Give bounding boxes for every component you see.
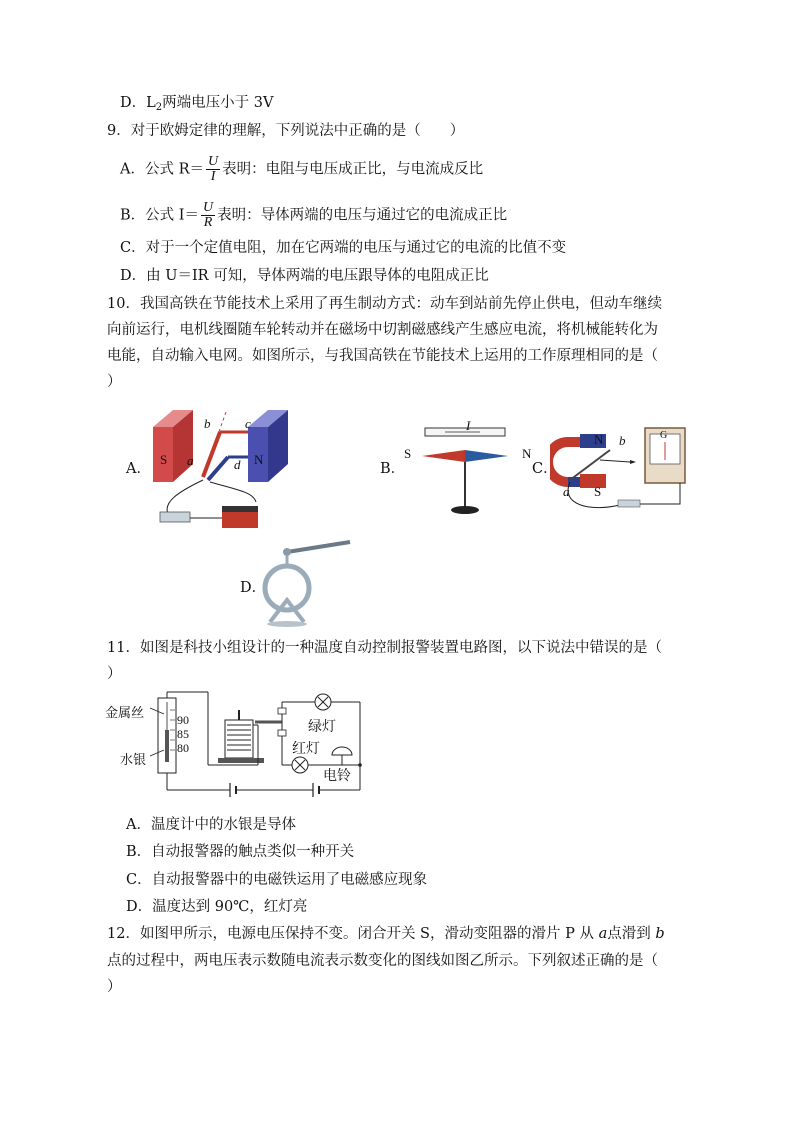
q8-option-d: D．$L_2$两端电压小于 3V	[120, 95, 274, 113]
q11-option-b: B．自动报警器的触点类似一种开关	[126, 844, 355, 860]
q10-option-d-label: D．	[240, 580, 267, 596]
figure-a-label-a: a	[187, 453, 194, 468]
figure-c-label-s: S	[594, 484, 602, 499]
q10-line-1: 10．我国高铁在节能技术上采用了再生制动方式：动车到站前先停止供电，但动车继续	[107, 296, 662, 312]
q10-line-4: ）	[107, 374, 122, 390]
figure-a-generator	[148, 402, 298, 537]
fraction-u-over-r: $\frac{U}{R}$	[203, 200, 214, 230]
figure-a-label-s: S	[160, 452, 168, 467]
figure-c-label-a: a	[563, 484, 570, 499]
figure-b-label-s: S	[404, 446, 412, 461]
label-metal-wire: 金属丝	[105, 705, 145, 720]
figure-d-coil	[262, 540, 357, 630]
figure-c-label-n: N	[594, 432, 604, 447]
q12-line-1: 12．如图甲所示，电源电压保持不变。闭合开关 S，滑动变阻器的滑片 P 从 a点滑到 b	[107, 926, 665, 942]
label-temp-85: 85	[177, 727, 189, 741]
figure-c-label-b: b	[619, 433, 626, 448]
label-temp-90: 90	[177, 713, 189, 727]
q11-option-d: D．温度达到 90℃，红灯亮	[126, 899, 308, 915]
q9-option-c: C．对于一个定值电阻，加在它两端的电压与通过它的电流的比值不变	[120, 240, 567, 256]
q10-line-2: 向前运行，电机线圈随车轮转动并在磁场中切割磁感线产生感应电流，将机械能转化为	[107, 322, 658, 338]
q9-option-b: B．公式 I＝ $\frac{U}{R}$ 表明：导体两端的电压与通过它的电流成正比	[120, 200, 508, 230]
label-temp-80: 80	[177, 741, 189, 755]
label-green-light: 绿灯	[308, 720, 336, 735]
q9-option-d: D．由 U＝IR 可知，导体两端的电压跟导体的电阻成正比	[120, 268, 489, 284]
q12-line-3: ）	[107, 979, 122, 995]
label-bell: 电铃	[323, 769, 351, 784]
q11-line-2: ）	[107, 666, 122, 682]
q10-option-b-label: B．	[380, 461, 406, 477]
label-mercury: 水银	[120, 752, 147, 767]
figure-a-label-n: N	[254, 452, 264, 467]
q11-line-1: 11．如图是科技小组设计的一种温度自动控制报警装置电路图，以下说法中错误的是（	[107, 640, 662, 656]
figure-c-label-g: G	[660, 430, 668, 441]
q9-option-a: A．公式 R＝ $\frac{U}{I}$ 表明：电阻与电压成正比，与电流成反比	[120, 154, 484, 184]
q12-line-2: 点的过程中，两电压表示数随电流表示数变化的图线如图乙所示。下列叙述正确的是（	[107, 953, 658, 969]
q10-option-c-label: C．	[532, 461, 558, 477]
figure-a-label-b: b	[204, 416, 211, 431]
q11-option-c: C．自动报警器中的电磁铁运用了电磁感应现象	[126, 872, 428, 888]
figure-a-label-d: d	[234, 457, 241, 472]
q10-option-a-label: A．	[126, 461, 151, 477]
q11-option-a: A．温度计中的水银是导体	[126, 817, 296, 833]
q10-line-3: 电能，自动输入电网。如图所示，与我国高铁在节能技术上运用的工作原理相同的是（	[107, 348, 658, 364]
figure-b-label-i: I	[466, 418, 471, 433]
figure-b-label-n: N	[522, 446, 532, 461]
label-red-light: 红灯	[292, 742, 320, 757]
figure-b-oersted	[405, 418, 520, 518]
q9-stem: 9．对于欧姆定律的理解，下列说法中正确的是（ ）	[107, 123, 465, 139]
fraction-u-over-i: $\frac{U}{I}$	[208, 154, 219, 184]
figure-a-label-c: c	[245, 416, 251, 431]
